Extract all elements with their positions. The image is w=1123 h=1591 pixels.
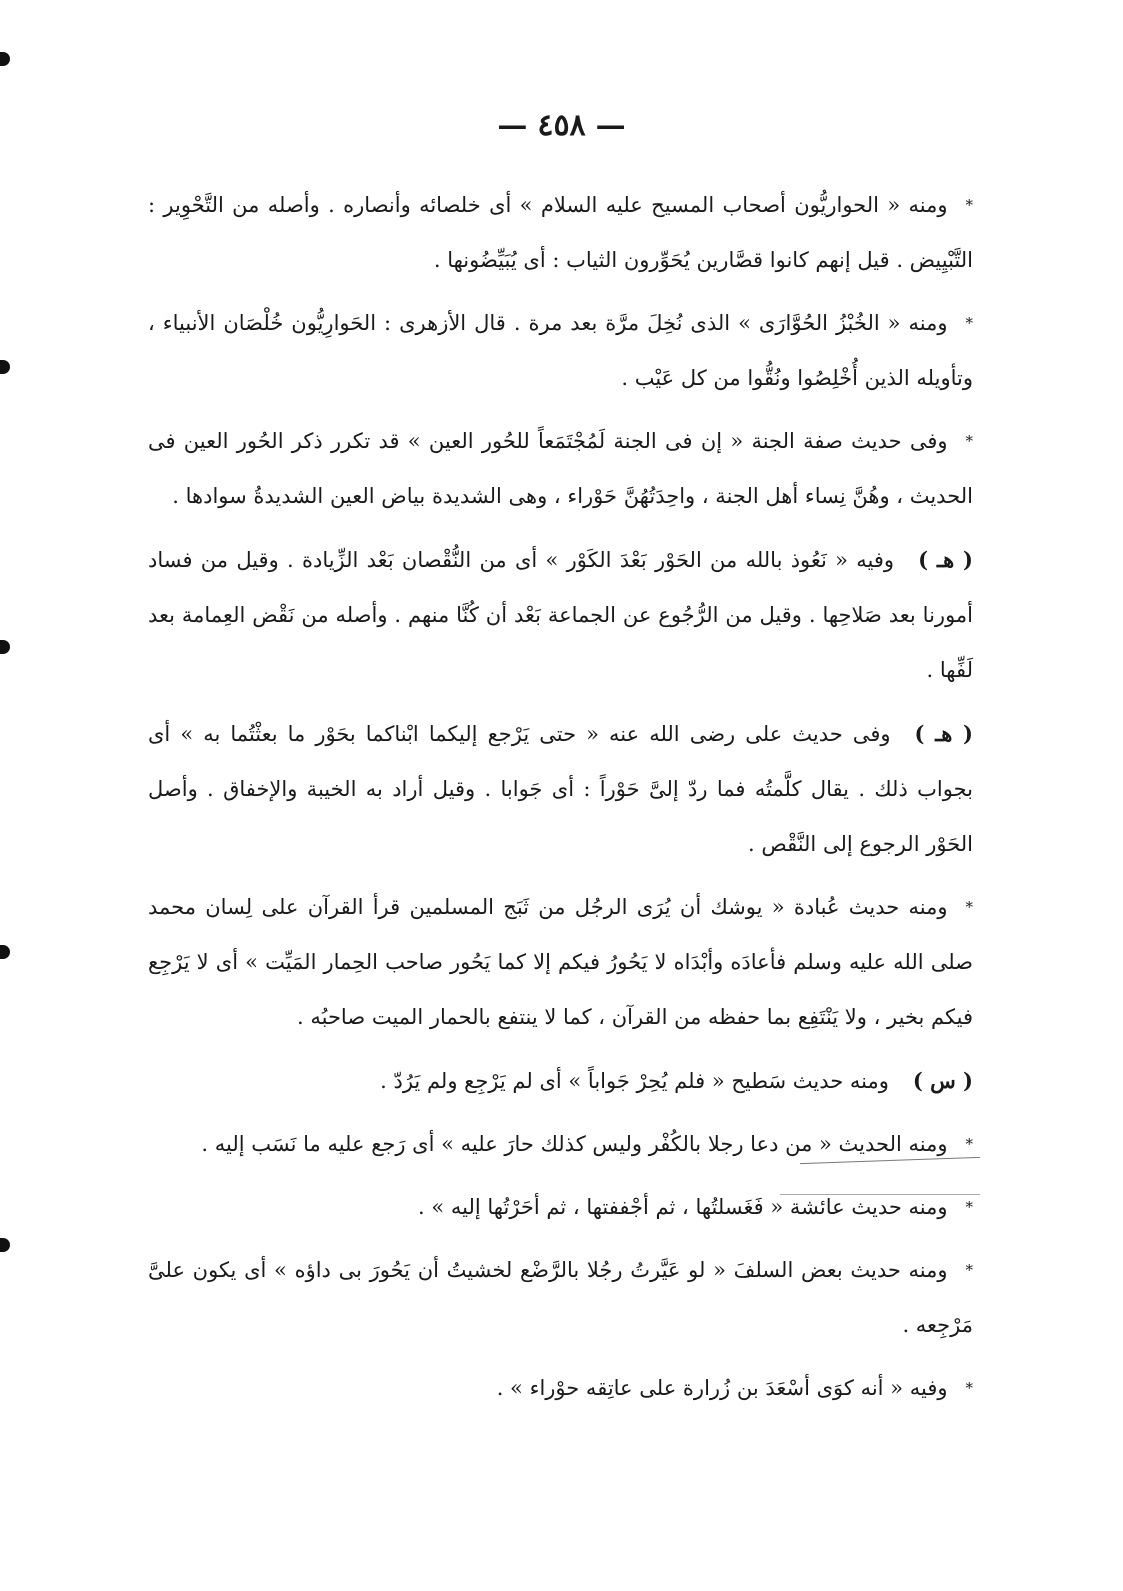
paragraph xyxy=(148,1053,973,1109)
paragraph xyxy=(148,178,973,288)
paragraph-text: ومنه « الحواريُّون أصحاب المسيح عليه السلام » أى خلصائه وأنصاره . وأصله من التَّحْوِير : التَّبْيِيض . قيل إنهم كانوا قصَّارين يُحَوِّرون الثياب : أى يُبَيِّضُونها . xyxy=(148,193,973,272)
paragraph-marker: * xyxy=(965,1198,973,1216)
pencil-underline xyxy=(780,1194,980,1195)
paragraph-text: ومنه حديث سَطيح « فلم يُحِرْ جَواباً » أى لم يَرْجِع ولم يَرُدّ . xyxy=(380,1069,889,1093)
paragraph xyxy=(148,1180,973,1235)
scan-edge-mark xyxy=(0,360,10,374)
scan-edge-mark xyxy=(0,52,10,66)
paragraph-marker: * xyxy=(965,432,973,450)
paragraph xyxy=(148,296,973,406)
paragraph-marker: ( هـ ) xyxy=(918,547,973,572)
page-number-dash: — xyxy=(595,108,626,143)
paragraph xyxy=(148,880,973,1045)
paragraph-text: ومنه الحديث « من دعا رجلا بالكُفْر وليس كذلك حارَ عليه » أى رَجع عليه ما نَسَب إليه . xyxy=(201,1132,948,1156)
paragraph-marker: ( هـ ) xyxy=(914,721,973,746)
paragraph-text: ومنه حديث عُبادة « يوشك أن يُرَى الرجُل من ثَبَج المسلمين قرأ القرآن على لِسان محمد صلى الله عليه وسلم فأعادَه وأبْدَاه لا يَحُورُ فيكم إلا كما يَحُور صاحب الحِمار المَيِّت » أى لا يَرْجِع فيكم بخير ، ولا يَنْتَفِع بما حفظه من القرآن ، كما لا ينتفع بالحمار الميت صاحبُه . xyxy=(148,895,973,1029)
paragraph-marker: * xyxy=(965,1261,973,1279)
paragraph xyxy=(148,1361,973,1416)
paragraph-text: ومنه « الخُبْزُ الحُوَّارَى » الذى نُخِلَ مرَّة بعد مرة . قال الأزهرى : الحَوارِيُّون خُلْصَان الأنبياء ، وتأويله الذين أُخْلِصُوا ونُقُّوا من كل عَيْب . xyxy=(148,311,973,390)
paragraph-text: وفيه « نَعُوذ بالله من الحَوْر بَعْدَ الكَوْر » أى من النُّقْصان بَعْد الزِّيادة . وقيل من فساد أمورنا بعد صَلاحِها . وقيل من الرُّجُوع عن الجماعة بَعْد أن كُنَّا منهم . وأصله من نَقْض العِمامة بعد لَفِّها . xyxy=(148,548,973,682)
paragraph-marker: * xyxy=(965,196,973,214)
page-body xyxy=(148,178,973,1424)
paragraph xyxy=(148,706,973,872)
paragraph-marker: ( س ) xyxy=(912,1068,973,1093)
scan-edge-mark xyxy=(0,945,10,959)
page-number xyxy=(0,108,1123,143)
paragraph-text: وفى حديث صفة الجنة « إن فى الجنة لَمُجْتَمَعاً للحُور العين » قد تكرر ذكر الحُور العين فى الحديث ، وهُنَّ نِساء أهل الجنة ، واحِدَتُهُنَّ حَوْراء ، وهى الشديدة بياض العين الشديدةُ سوادها . xyxy=(148,429,973,508)
paragraph xyxy=(148,1243,973,1353)
paragraph-text: وفيه « أنه كوَى أسْعَدَ بن زُرارة على عاتِقه حوْراء » . xyxy=(496,1376,948,1400)
paragraph-marker: * xyxy=(965,1135,973,1153)
paragraph xyxy=(148,532,973,698)
paragraph-text: وفى حديث على رضى الله عنه « حتى يَرْجع إليكما ابْناكما بحَوْر ما بعثْتُما به » أى بجواب ذلك . يقال كلَّمتُه فما ردّ إلىَّ حَوْراً : أى جَوابا . وقيل أراد به الخيبة والإخفاق . وأصل الحَوْر الرجوع إلى النَّقْص . xyxy=(148,722,973,856)
scan-edge-mark xyxy=(0,1238,10,1252)
paragraph xyxy=(148,1117,973,1172)
paragraph xyxy=(148,414,973,524)
paragraph-text: ومنه حديث بعض السلفَ « لو عَيَّرتُ رجُلا بالرَّضْع لخشيتُ أن يَحُورَ بى داؤه » أى يكون علىَّ مَرْجِعه . xyxy=(148,1258,973,1337)
page-number-dash: — xyxy=(497,108,528,143)
scan-edge-mark xyxy=(0,640,10,654)
paragraph-text: ومنه حديث عائشة « فَغَسلتُها ، ثم أجْففتها ، ثم أحَرْتُها إليه » . xyxy=(418,1195,948,1219)
paragraph-marker: * xyxy=(965,314,973,332)
page-number-value: ٤٥٨ xyxy=(537,108,586,143)
paragraph-marker: * xyxy=(965,898,973,916)
paragraph-marker: * xyxy=(965,1379,973,1397)
